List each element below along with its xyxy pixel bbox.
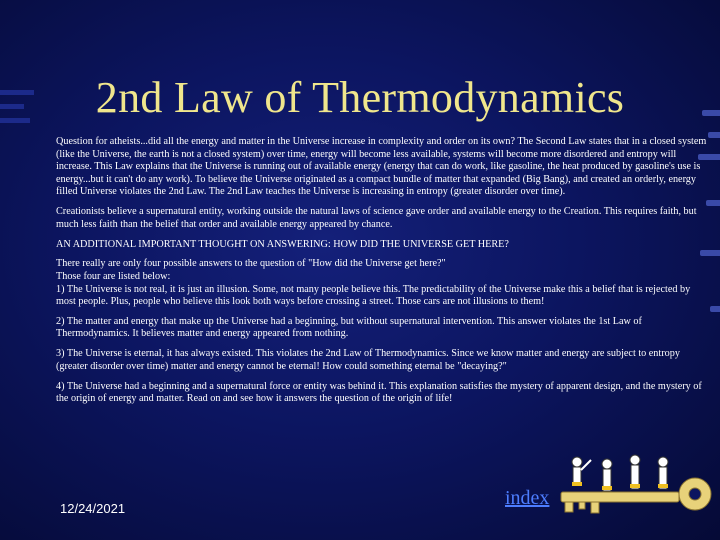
- four-answers-line-3: 1) The Universe is not real, it is just an illusion. Some, not many people believe this. The predictability of the Universe make this a belief that is rejected by most people. Plus, people who believe this look both ways before crossing a street. Those cars are not illusions to them!: [56, 283, 691, 308]
- paragraph-answer-2: 2) The matter and energy that make up the Universe had a beginning, but without supernatural intervention. This answer violates the 1st Law of Thermodynamics. It believes matter and energy appeared from nothing.: [56, 315, 642, 340]
- paragraph-answer-4: 4) The Universe had a beginning and a supernatural force or entity was behind it. This explanation satisfies the mystery of apparent design, and the mystery of the origin of energy and matter. Read on and see how it answers the question of the origin of life!: [56, 380, 702, 405]
- slide-body: [56, 136, 708, 413]
- slide-title: 2nd Law of Thermodynamics: [95, 73, 625, 122]
- paragraph-heading: AN ADDITIONAL IMPORTANT THOUGHT ON ANSWERING: HOW DID THE UNIVERSE GET HERE?: [56, 238, 509, 250]
- paragraph-answer-3: 3) The Universe is eternal, it has always existed. This violates the 2nd Law of Thermodynamics. Since we know matter and energy are subject to entropy (greater disorder over time) matter and energy cannot be eternal! How could something eternal be "decaying?": [56, 348, 680, 372]
- paragraph-intro: Question for atheists...did all the energy and matter in the Universe increase in complexity and order on its own? The Second Law states that in a closed system (like the Universe, the earth is not a closed system) over time, energy will become less available, systems will become more disordered and entropy will increase. This Law explains that the Universe is running out of available energy (energy that can do work, like gasoline, the heat produced by gasoline's use is energy...but it can't do any work). To believe the Universe originated as a compact bundle of matter that expanded (Big Bang), and created an orderly, energy filled Universe violates the 2nd Law. The 2nd Law teaches the Universe is increasing in entropy (greater disorder over time).: [56, 136, 707, 198]
- paragraph-creationists: Creationists believe a supernatural entity, working outside the natural laws of science gave order and available energy to the Creation. This requires faith, but much less faith than the belief that order and available energy appeared by chance.: [56, 206, 697, 230]
- four-answers-line-1: There really are only four possible answers to the question of "How did the Universe get here?": [56, 258, 446, 270]
- four-answers-line-2: Those four are listed below:: [56, 270, 171, 282]
- key-and-people-icon: [555, 452, 720, 522]
- slide-date: 12/24/2021: [60, 501, 126, 516]
- paragraph-four-answers: [56, 258, 708, 308]
- index-link[interactable]: index: [505, 487, 550, 509]
